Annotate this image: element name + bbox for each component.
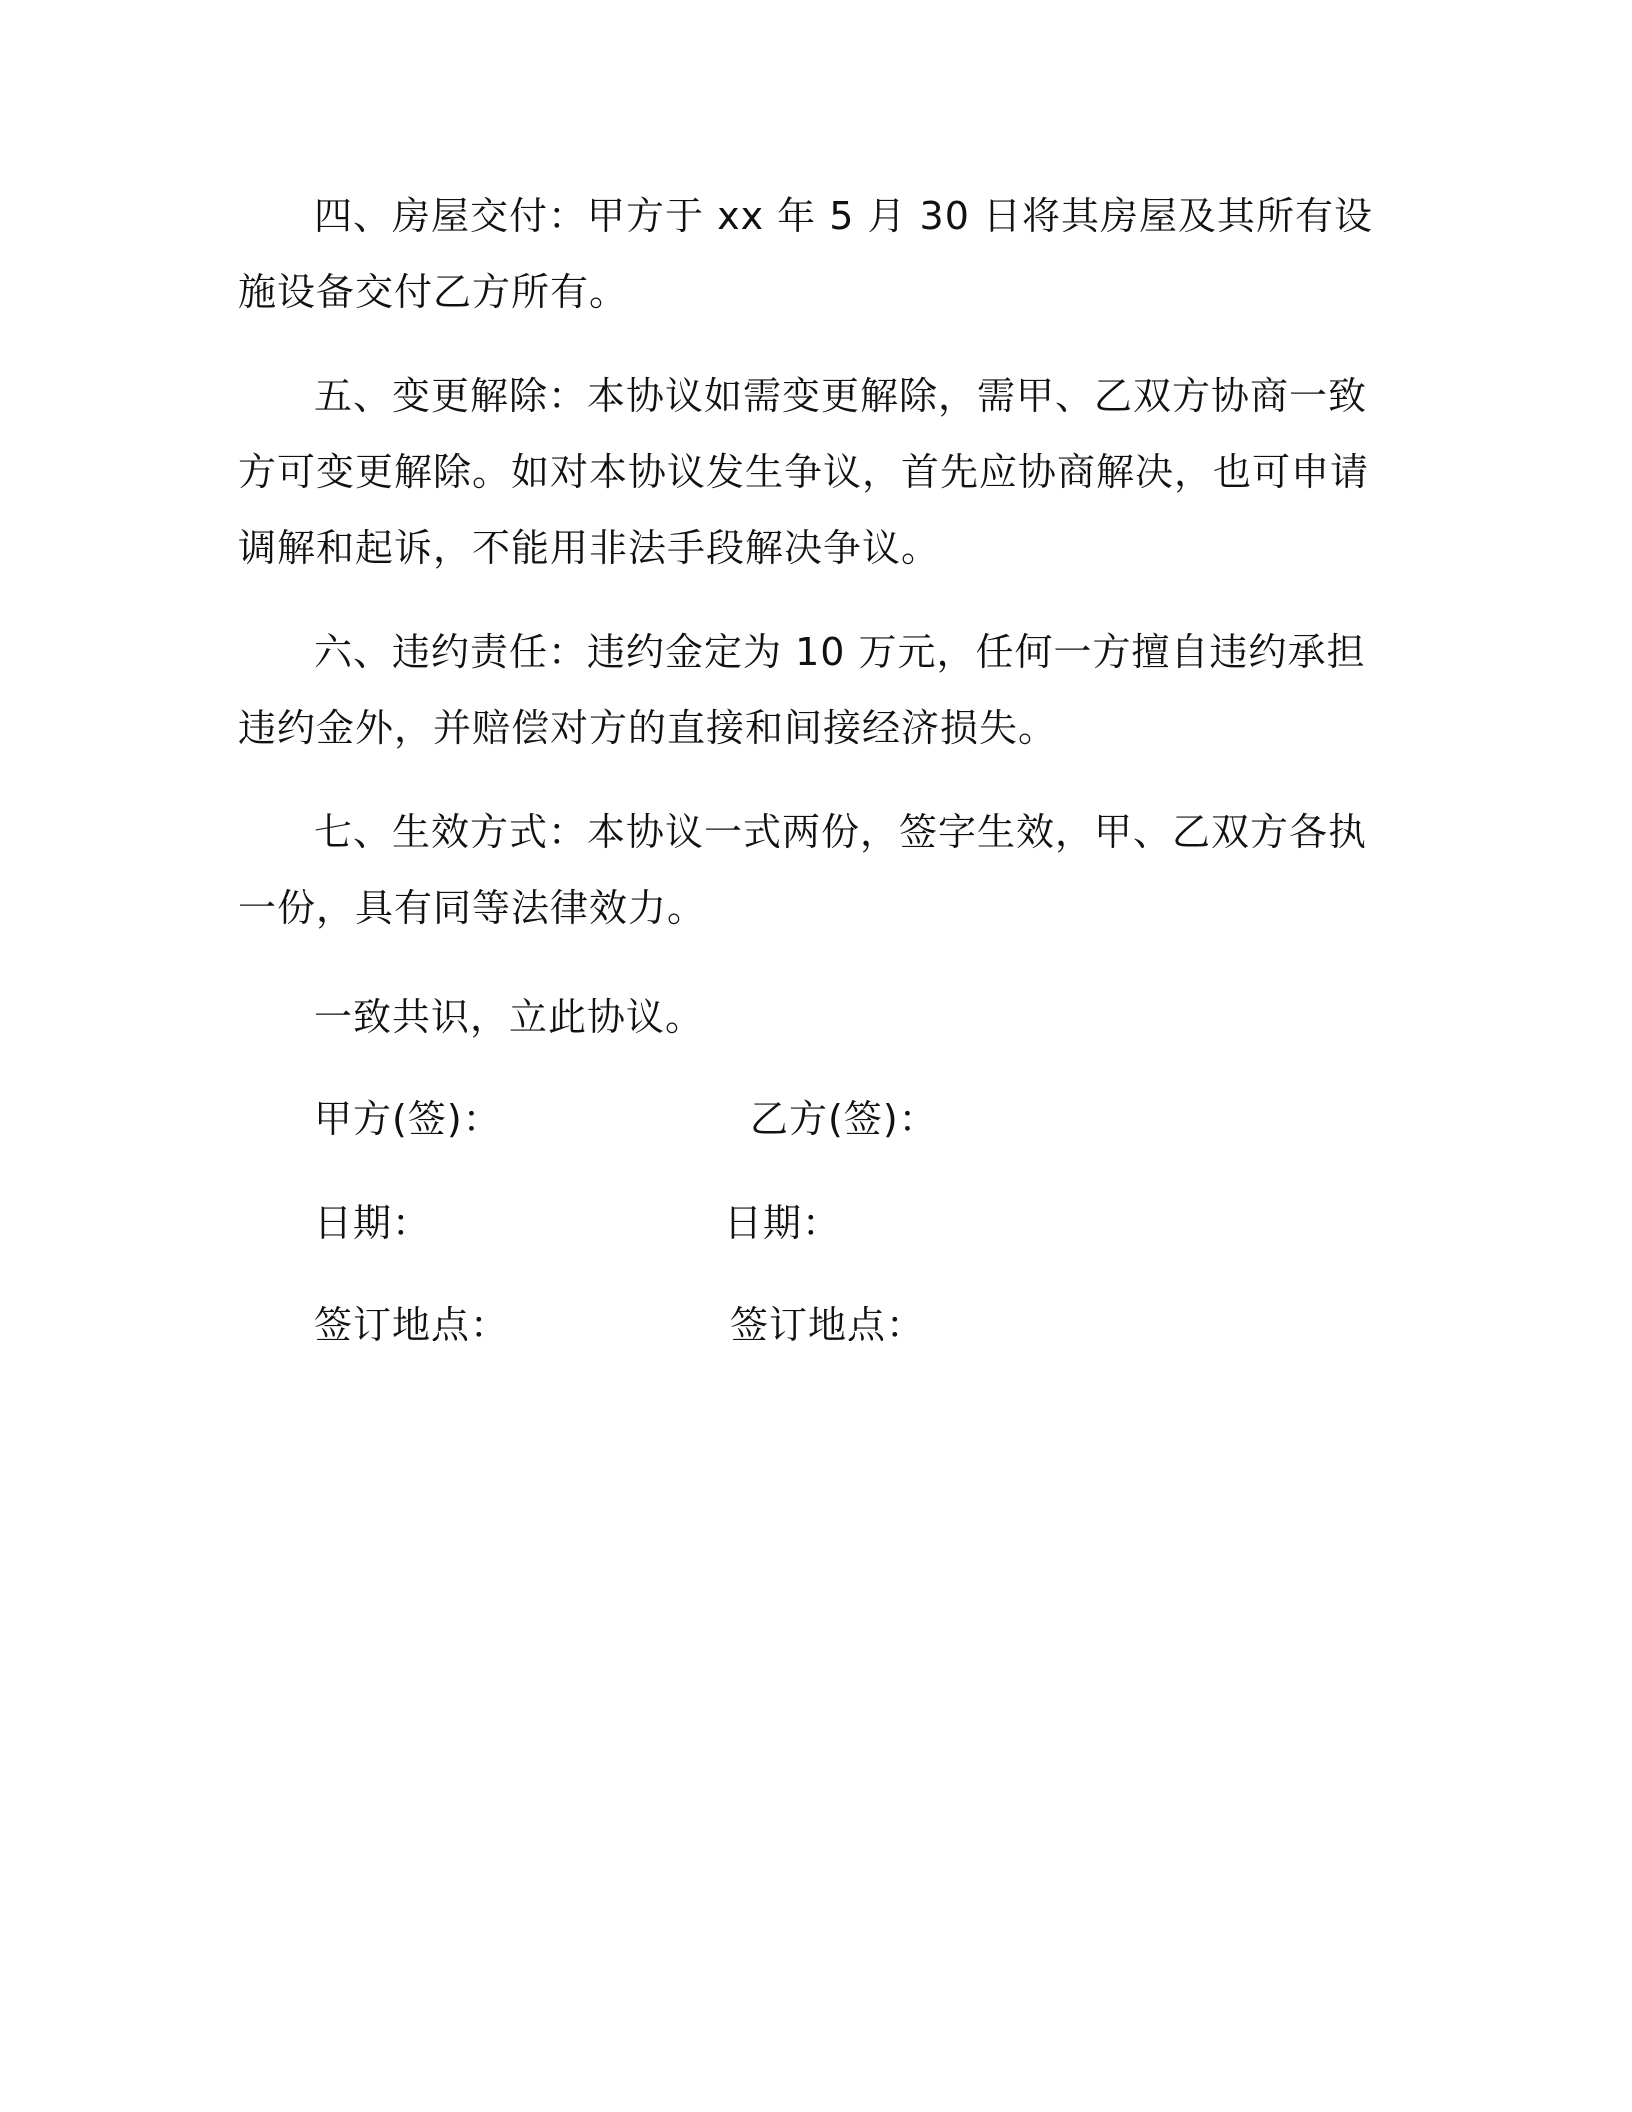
party-b-place-label: 签订地点： bbox=[730, 1303, 926, 1347]
party-a-place-label: 签订地点： bbox=[314, 1303, 510, 1347]
party-a-signature-label: 甲方(签)： bbox=[314, 1097, 502, 1141]
party-b-date-label: 日期： bbox=[724, 1201, 842, 1245]
closing-statement: 一致共识，立此协议。 bbox=[314, 995, 705, 1039]
clause-delivery: 四、房屋交付：甲方于 xx 年 5 月 30 日将其房屋及其所有设施设备交付乙方所有。 bbox=[238, 194, 1373, 314]
clause-modification: 五、变更解除：本协议如需变更解除，需甲、乙双方协商一致方可变更解除。如对本协议发生争议，首先应协商解决，也可申请调解和起诉，不能用非法手段解决争议。 bbox=[238, 374, 1370, 570]
clause-breach: 六、违约责任：违约金定为 10 万元，任何一方擅自违约承担违约金外，并赔偿对方的直接和间接经济损失。 bbox=[238, 630, 1366, 750]
party-a-date-label: 日期： bbox=[314, 1201, 432, 1245]
party-b-signature-label: 乙方(签)： bbox=[750, 1097, 938, 1141]
clause-effectiveness: 七、生效方式：本协议一式两份，签字生效，甲、乙双方各执一份，具有同等法律效力。 bbox=[238, 810, 1368, 930]
